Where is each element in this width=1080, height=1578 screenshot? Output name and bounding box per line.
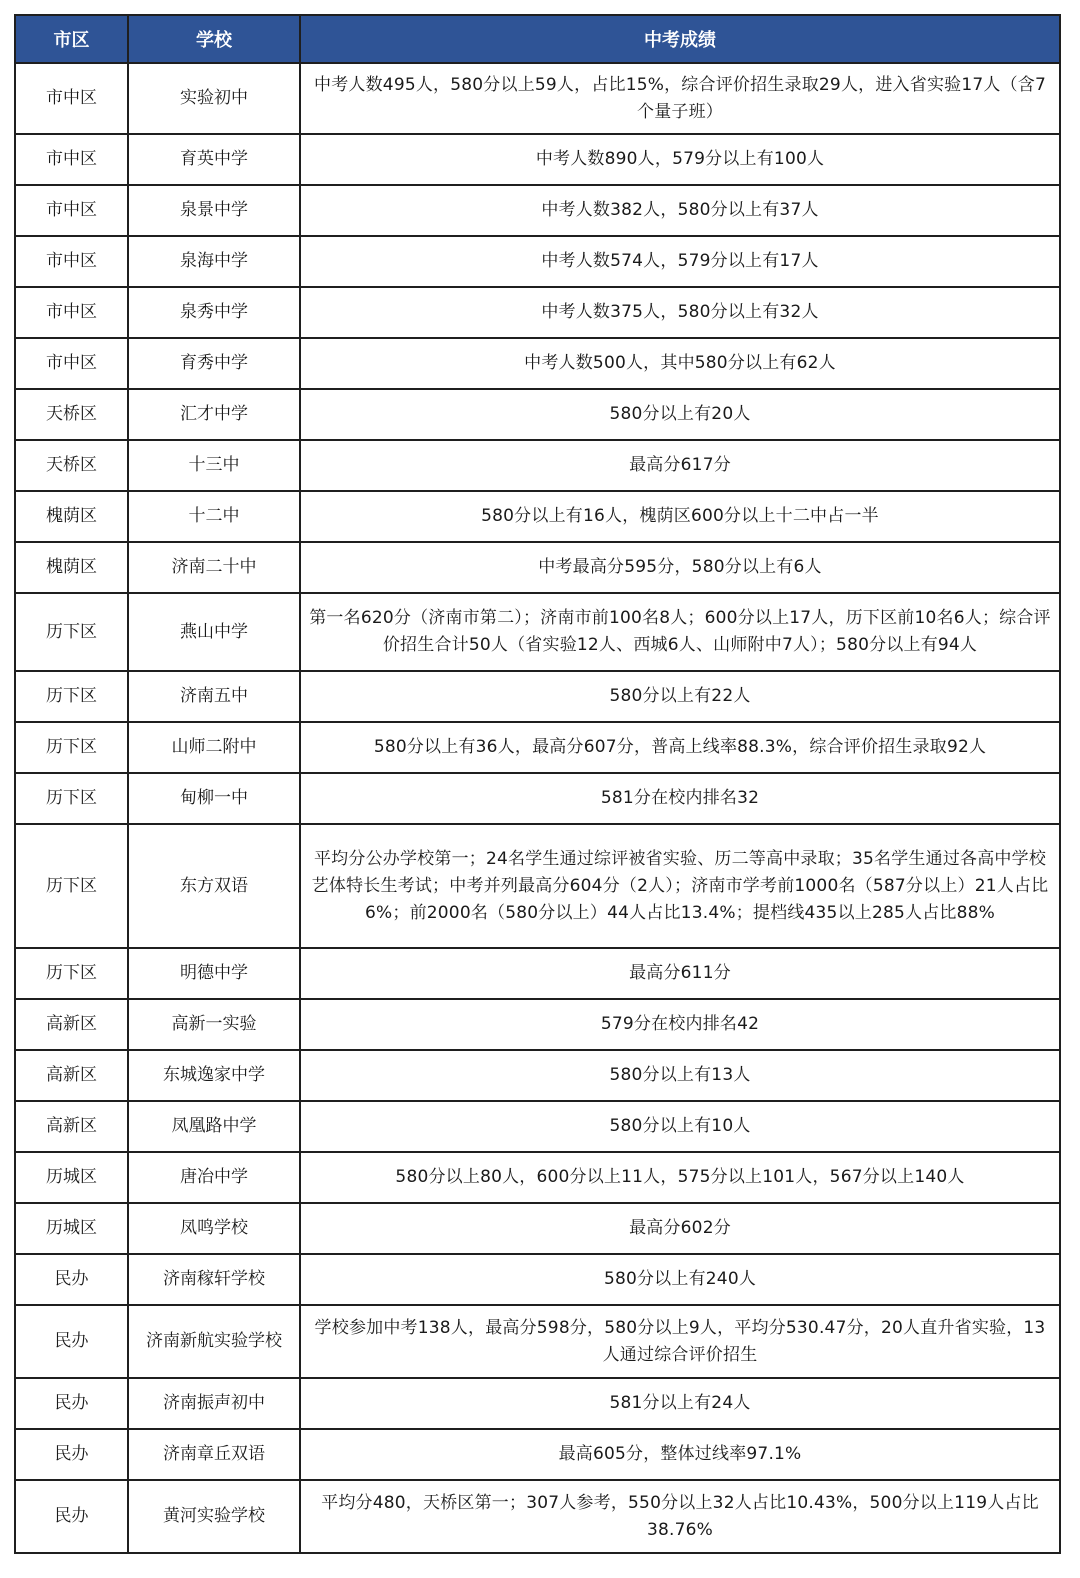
exam-result-cell: 中考人数574人，579分以上有17人 <box>300 236 1060 287</box>
school-cell: 东城逸家中学 <box>128 1050 300 1101</box>
exam-result-cell: 580分以上有13人 <box>300 1050 1060 1101</box>
district-cell: 民办 <box>15 1480 128 1553</box>
results-table-container <box>14 14 1059 1554</box>
table-row <box>15 722 1060 773</box>
table-row <box>15 999 1060 1050</box>
district-cell: 民办 <box>15 1254 128 1305</box>
table-row <box>15 1101 1060 1152</box>
table-row <box>15 440 1060 491</box>
exam-result-cell: 最高分611分 <box>300 948 1060 999</box>
exam-result-cell: 580分以上有22人 <box>300 671 1060 722</box>
district-cell: 历下区 <box>15 824 128 948</box>
school-cell: 甸柳一中 <box>128 773 300 824</box>
table-row <box>15 287 1060 338</box>
district-cell: 槐荫区 <box>15 491 128 542</box>
district-cell: 市中区 <box>15 63 128 134</box>
table-row <box>15 1429 1060 1480</box>
district-cell: 民办 <box>15 1305 128 1378</box>
district-cell: 市中区 <box>15 338 128 389</box>
exam-result-cell: 中考人数495人，580分以上59人，占比15%，综合评价招生录取29人，进入省实验17人（含7个量子班） <box>300 63 1060 134</box>
school-cell: 济南振声初中 <box>128 1378 300 1429</box>
table-row <box>15 236 1060 287</box>
district-cell: 市中区 <box>15 185 128 236</box>
school-cell: 济南五中 <box>128 671 300 722</box>
table-row <box>15 389 1060 440</box>
table-row <box>15 593 1060 671</box>
table-row <box>15 1050 1060 1101</box>
table-row <box>15 1203 1060 1254</box>
exam-result-cell: 581分以上有24人 <box>300 1378 1060 1429</box>
school-cell: 东方双语 <box>128 824 300 948</box>
school-cell: 山师二附中 <box>128 722 300 773</box>
table-row <box>15 671 1060 722</box>
exam-result-cell: 581分在校内排名32 <box>300 773 1060 824</box>
table-row <box>15 134 1060 185</box>
school-cell: 黄河实验学校 <box>128 1480 300 1553</box>
school-cell: 凤凰路中学 <box>128 1101 300 1152</box>
school-cell: 泉秀中学 <box>128 287 300 338</box>
table-row <box>15 338 1060 389</box>
district-cell: 历下区 <box>15 722 128 773</box>
exam-result-cell: 579分在校内排名42 <box>300 999 1060 1050</box>
exam-result-cell: 平均分480，天桥区第一；307人参考，550分以上32人占比10.43%，500分以上119人占比38.76% <box>300 1480 1060 1553</box>
district-cell: 高新区 <box>15 1101 128 1152</box>
header-exam-result: 中考成绩 <box>300 15 1060 63</box>
district-cell: 民办 <box>15 1429 128 1480</box>
exam-result-cell: 580分以上80人，600分以上11人，575分以上101人，567分以上140人 <box>300 1152 1060 1203</box>
school-cell: 唐冶中学 <box>128 1152 300 1203</box>
table-body <box>15 63 1060 1553</box>
exam-result-cell: 第一名620分（济南市第二）；济南市前100名8人；600分以上17人，历下区前10名6人；综合评价招生合计50人（省实验12人、西城6人、山师附中7人）；580分以上有94人 <box>300 593 1060 671</box>
school-cell: 济南稼轩学校 <box>128 1254 300 1305</box>
district-cell: 历下区 <box>15 773 128 824</box>
table-row <box>15 1254 1060 1305</box>
district-cell: 历下区 <box>15 593 128 671</box>
district-cell: 高新区 <box>15 999 128 1050</box>
table-row <box>15 185 1060 236</box>
exam-result-cell: 580分以上有10人 <box>300 1101 1060 1152</box>
header-district: 市区 <box>15 15 128 63</box>
table-row <box>15 948 1060 999</box>
exam-result-cell: 580分以上有16人，槐荫区600分以上十二中占一半 <box>300 491 1060 542</box>
table-row <box>15 1305 1060 1378</box>
exam-result-cell: 中考人数890人，579分以上有100人 <box>300 134 1060 185</box>
district-cell: 天桥区 <box>15 389 128 440</box>
school-cell: 凤鸣学校 <box>128 1203 300 1254</box>
exam-result-cell: 中考人数500人，其中580分以上有62人 <box>300 338 1060 389</box>
exam-result-cell: 最高分617分 <box>300 440 1060 491</box>
district-cell: 槐荫区 <box>15 542 128 593</box>
table-row <box>15 1152 1060 1203</box>
exam-result-cell: 平均分公办学校第一；24名学生通过综评被省实验、历二等高中录取；35名学生通过各高中学校艺体特长生考试；中考并列最高分604分（2人）；济南市学考前1000名（587分以上）21人占比6%；前2000名（580分以上）44人占比13.4%；提档线435以上285人占比88% <box>300 824 1060 948</box>
school-cell: 燕山中学 <box>128 593 300 671</box>
table-row <box>15 824 1060 948</box>
school-cell: 明德中学 <box>128 948 300 999</box>
exam-result-cell: 最高605分，整体过线率97.1% <box>300 1429 1060 1480</box>
school-cell: 育秀中学 <box>128 338 300 389</box>
school-cell: 十二中 <box>128 491 300 542</box>
table-row <box>15 773 1060 824</box>
district-cell: 天桥区 <box>15 440 128 491</box>
table-row <box>15 1480 1060 1553</box>
district-cell: 市中区 <box>15 287 128 338</box>
school-cell: 汇才中学 <box>128 389 300 440</box>
table-row <box>15 491 1060 542</box>
district-cell: 市中区 <box>15 236 128 287</box>
exam-result-cell: 中考最高分595分，580分以上有6人 <box>300 542 1060 593</box>
exam-results-table <box>14 14 1061 1554</box>
table-row <box>15 1378 1060 1429</box>
district-cell: 高新区 <box>15 1050 128 1101</box>
table-row <box>15 542 1060 593</box>
district-cell: 历城区 <box>15 1203 128 1254</box>
exam-result-cell: 中考人数375人，580分以上有32人 <box>300 287 1060 338</box>
exam-result-cell: 学校参加中考138人，最高分598分，580分以上9人，平均分530.47分，20人直升省实验，13人通过综合评价招生 <box>300 1305 1060 1378</box>
school-cell: 高新一实验 <box>128 999 300 1050</box>
school-cell: 泉海中学 <box>128 236 300 287</box>
exam-result-cell: 580分以上有36人，最高分607分，普高上线率88.3%，综合评价招生录取92人 <box>300 722 1060 773</box>
table-header-row <box>15 15 1060 63</box>
school-cell: 济南新航实验学校 <box>128 1305 300 1378</box>
school-cell: 育英中学 <box>128 134 300 185</box>
school-cell: 十三中 <box>128 440 300 491</box>
district-cell: 民办 <box>15 1378 128 1429</box>
exam-result-cell: 最高分602分 <box>300 1203 1060 1254</box>
school-cell: 实验初中 <box>128 63 300 134</box>
exam-result-cell: 中考人数382人，580分以上有37人 <box>300 185 1060 236</box>
district-cell: 历下区 <box>15 671 128 722</box>
exam-result-cell: 580分以上有20人 <box>300 389 1060 440</box>
exam-result-cell: 580分以上有240人 <box>300 1254 1060 1305</box>
school-cell: 泉景中学 <box>128 185 300 236</box>
header-school: 学校 <box>128 15 300 63</box>
school-cell: 济南章丘双语 <box>128 1429 300 1480</box>
table-row <box>15 63 1060 134</box>
district-cell: 历城区 <box>15 1152 128 1203</box>
district-cell: 历下区 <box>15 948 128 999</box>
school-cell: 济南二十中 <box>128 542 300 593</box>
district-cell: 市中区 <box>15 134 128 185</box>
